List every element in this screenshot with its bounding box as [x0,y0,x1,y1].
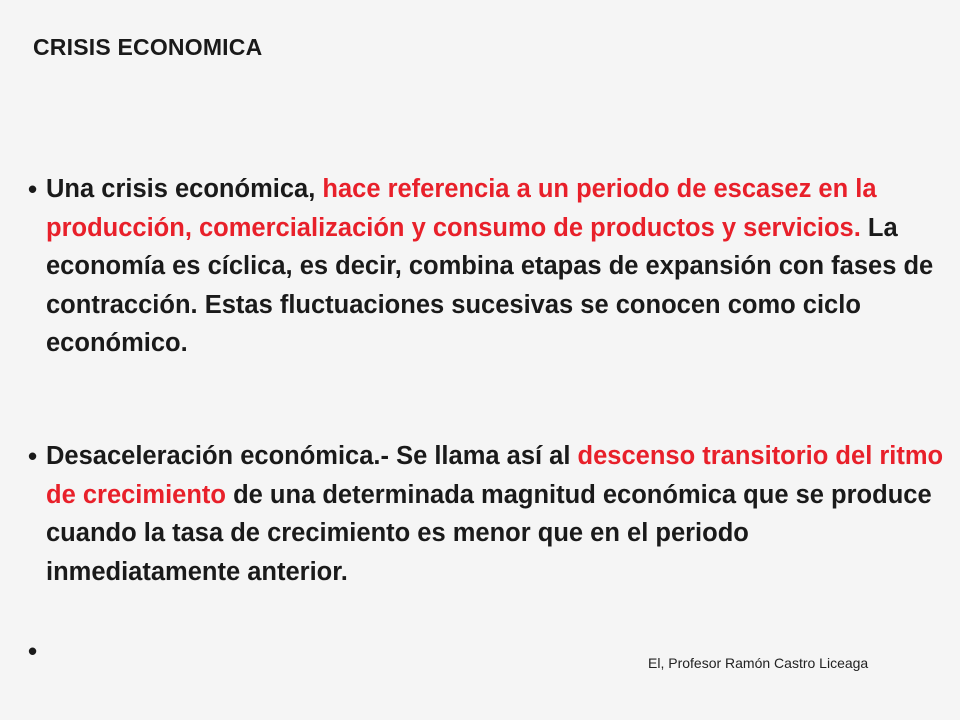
bullet-text-highlight: descenso transitorio del ritmo de crecimiento [46,442,944,509]
bullet-marker: • [28,174,38,204]
slide-title: CRISIS ECONOMICA [33,34,263,60]
bullet-marker: • [28,441,38,471]
bullet-text-segment: Una crisis económica, [46,175,323,203]
author-credit: El, Profesor Ramón Castro Liceaga [648,655,869,671]
bullet-marker: • [28,636,38,666]
bullet-text-segment: de una determinada magnitud económica que se produce cuando la tasa de crecimiento es menor que en el periodo inmediatamente anterior. [46,480,932,586]
bullet-text [46,170,944,363]
bullet-text [46,437,944,591]
bullet-text-segment: La economía es cíclica, es decir, combina etapas de expansión con fases de contracción. Estas fluctuaciones sucesivas se conocen como ciclo económico. [46,213,934,357]
bullet-text-highlight: hace referencia a un periodo de escasez en la producción, comercialización y consumo de productos y servicios. [46,175,877,242]
bullet-text-segment: Desaceleración económica.- Se llama así al [46,442,578,470]
